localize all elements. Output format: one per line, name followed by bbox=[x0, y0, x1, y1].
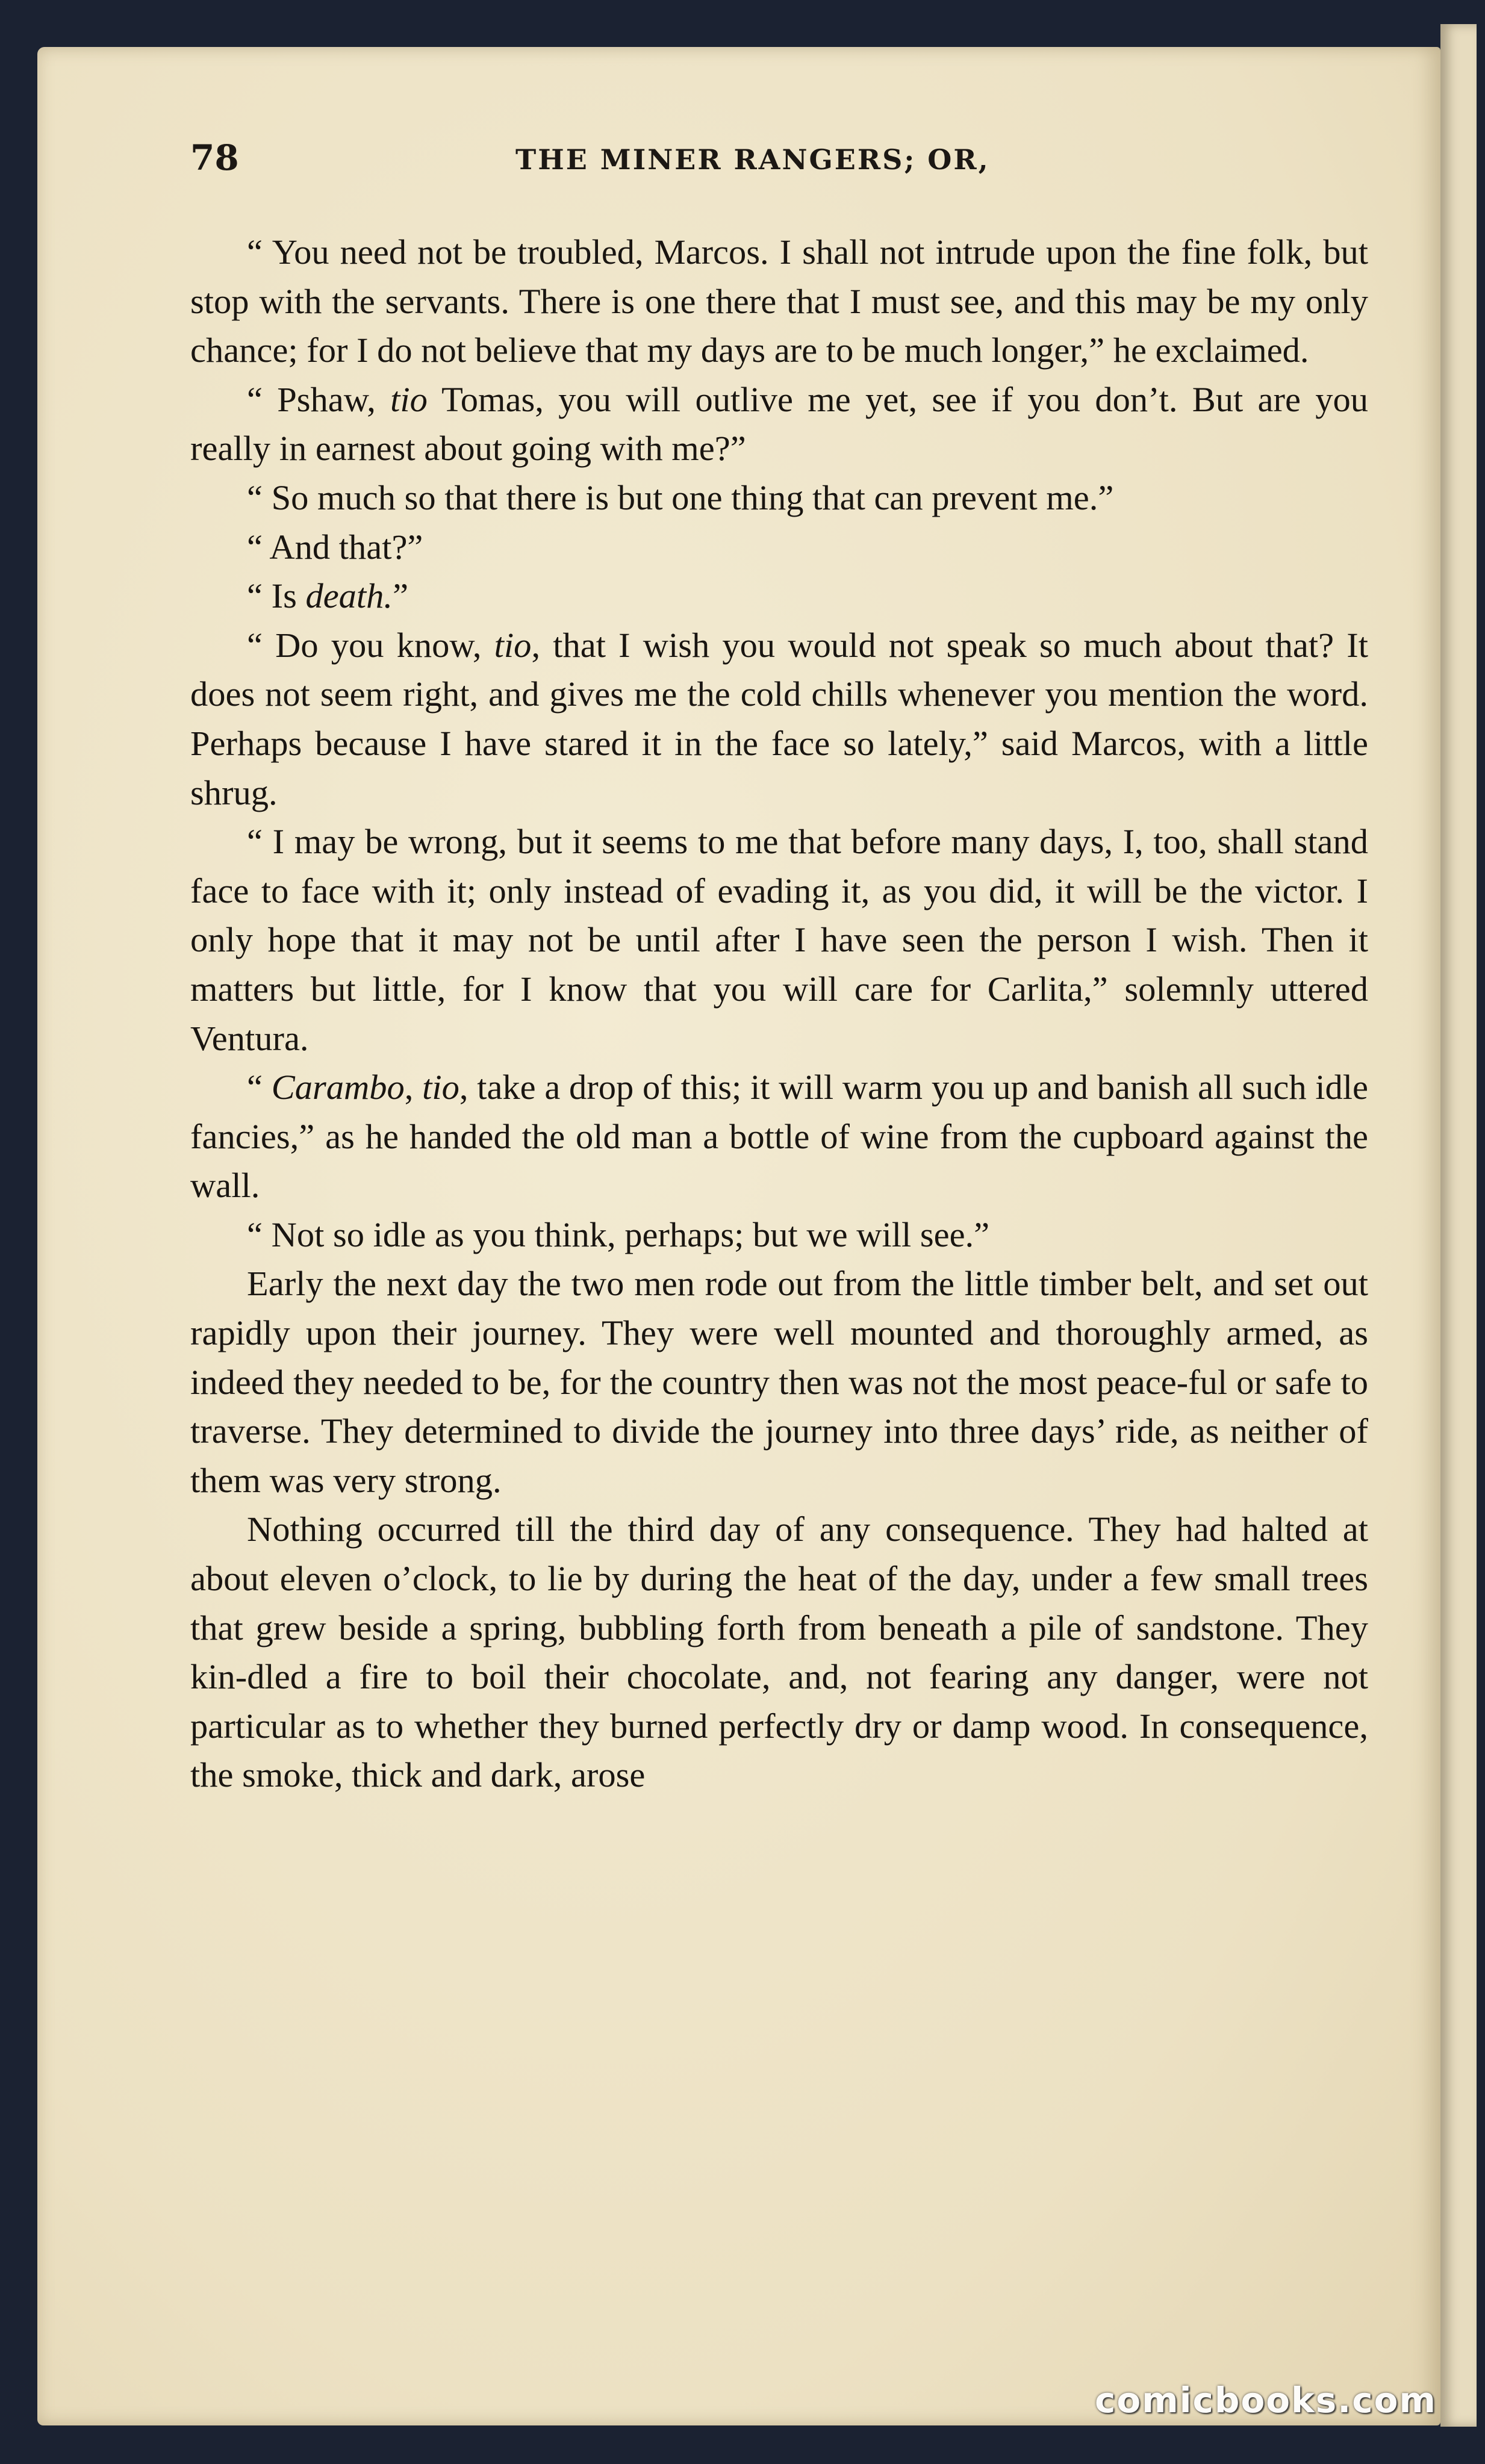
italic-text-run: Carambo bbox=[271, 1068, 405, 1107]
paragraph bbox=[190, 1210, 1368, 1260]
text-run: “ Is bbox=[247, 576, 306, 616]
text-run: “ I may be wrong, but it seems to me that before many days, I, too, shall stand face to face with it; only instead of evading it, as you did, it will be the victor. I only hope that it may not be until after I have seen the person I wish. Then it matters but little, for I know that you will care for Carlita,” solemnly uttered Ventura. bbox=[190, 822, 1368, 1058]
paragraph bbox=[190, 473, 1368, 523]
body-text bbox=[190, 228, 1368, 1800]
text-run: “ bbox=[247, 1068, 272, 1107]
text-run: “ Pshaw, bbox=[247, 379, 391, 419]
paragraph bbox=[190, 1063, 1368, 1210]
text-run: Early the next day the two men rode out from the little timber belt, and set out rapidly upon their journey. They were well mounted and thoroughly armed, as indeed they needed to be, for the country then was not the most peace-ful or safe to traverse. They determined to divide the journey into three days’ ride, as neither of them was very strong. bbox=[190, 1264, 1368, 1500]
page-number: 78 bbox=[190, 137, 239, 178]
running-head-title: THE MINER RANGERS; OR, bbox=[515, 143, 990, 176]
watermark: comicbooks.com bbox=[1095, 2380, 1437, 2421]
text-run: “ So much so that there is but one thing that can prevent me.” bbox=[247, 478, 1114, 517]
text-run: “ Do you know, bbox=[247, 625, 494, 665]
italic-text-run: tio bbox=[390, 379, 428, 419]
text-run: “ Not so idle as you think, perhaps; but we will see.” bbox=[247, 1215, 990, 1254]
text-run: “ You need not be troubled, Marcos. I shall not intrude upon the fine folk, but stop with the servants. There is one there that I must see, and this may be my only chance; for I do not believe that my days are to be much longer,” he exclaimed. bbox=[190, 232, 1368, 370]
paragraph bbox=[190, 228, 1368, 375]
text-run: ” bbox=[393, 576, 409, 616]
text-run: , that I wish you would not speak so much about that? It does not seem right, and gives me the cold chills whenever you mention the word. Perhaps because I have stared it in the face so lately,” said Marcos, with a little shrug. bbox=[190, 625, 1368, 812]
italic-text-run: death. bbox=[305, 576, 393, 616]
paragraph bbox=[190, 1259, 1368, 1505]
paragraph bbox=[190, 375, 1368, 473]
text-run: “ And that?” bbox=[247, 527, 423, 567]
italic-text-run: tio bbox=[422, 1068, 459, 1107]
facing-page-edge bbox=[1440, 24, 1477, 2427]
text-run: , bbox=[404, 1068, 423, 1107]
paragraph bbox=[190, 523, 1368, 572]
paragraph bbox=[190, 1505, 1368, 1800]
text-run: , take a drop of this; it will warm you up and banish all such idle fancies,” as he handed the old man a bottle of wine from the cupboard against the wall. bbox=[190, 1068, 1369, 1206]
text-run: Nothing occurred till the third day of any consequence. They had halted at about eleven o’clock, to lie by during the heat of the day, under a few small trees that grew beside a spring, bubbling forth from beneath a pile of sandstone. They kin-dled a fire to boil their chocolate, and, not fearing any danger, were not particular as to whether they burned perfectly dry or damp wood. In consequence, the smoke, thick and dark, arose bbox=[190, 1510, 1368, 1795]
paragraph bbox=[190, 817, 1368, 1063]
italic-text-run: tio bbox=[494, 625, 532, 665]
running-head bbox=[190, 137, 1383, 185]
paragraph bbox=[190, 621, 1368, 817]
paragraph bbox=[190, 571, 1368, 621]
text-run: Tomas, you will outlive me yet, see if you don’t. But are you really in earnest about going with me?” bbox=[190, 379, 1368, 468]
